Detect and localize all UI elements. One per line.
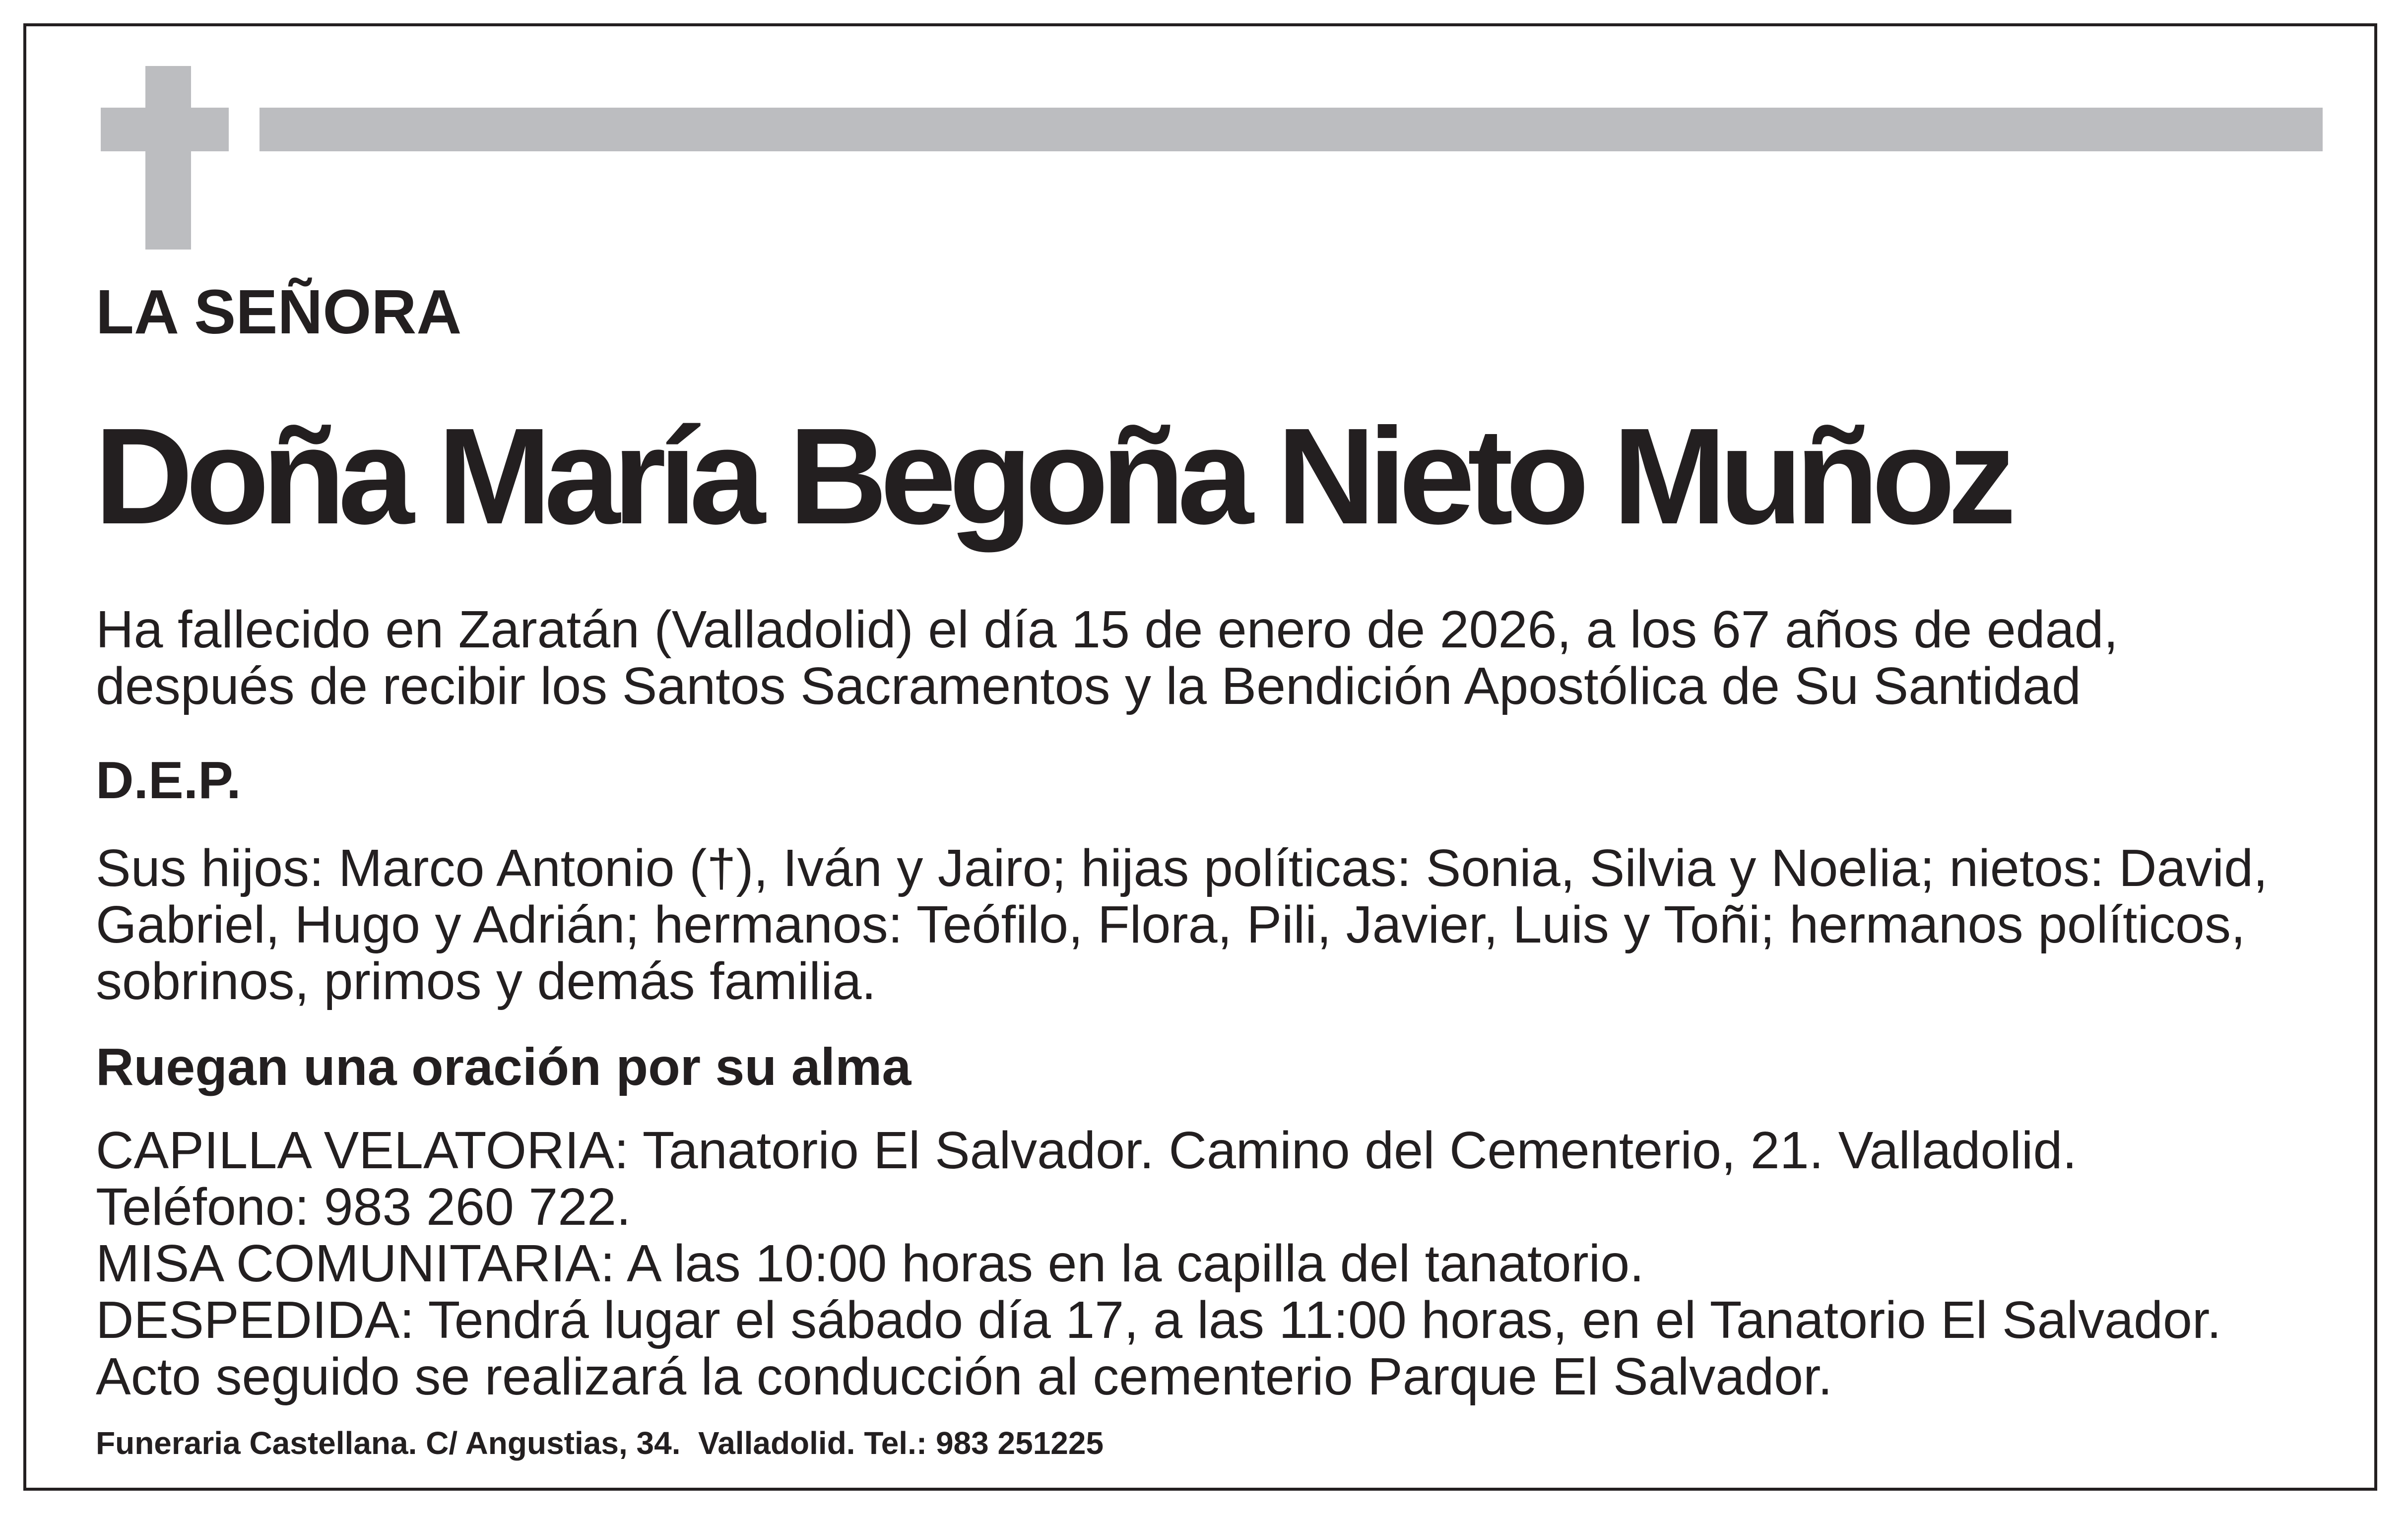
arrangements-line: CAPILLA VELATORIA: Tanatorio El Salvador. Camino del Cementerio, 21. Valladolid. — [96, 1121, 2077, 1180]
rip-label: D.E.P. — [96, 751, 241, 810]
arrangements-line: MISA COMUNITARIA: A las 10:00 horas en la capilla del tanatorio. — [96, 1234, 1644, 1293]
header-bar — [260, 108, 2323, 151]
cross-icon-arm — [101, 108, 229, 151]
death-notice-line: después de recibir los Santos Sacramentos y la Bendición Apostólica de Su Santidad — [96, 657, 2081, 715]
arrangements-line: Acto seguido se realizará la conducción al cementerio Parque El Salvador. — [96, 1347, 1833, 1406]
family-line: sobrinos, primos y demás familia. — [96, 952, 876, 1010]
family-line: Sus hijos: Marco Antonio (†), Iván y Jairo; hijas políticas: Sonia, Silvia y Noelia; nietos: David, — [96, 839, 2268, 897]
death-notice-line: Ha fallecido en Zaratán (Valladolid) el día 15 de enero de 2026, a los 67 años de edad, — [96, 600, 2118, 659]
funeral-home-info: Funeraria Castellana. C/ Angustias, 34. Valladolid. Tel.: 983 251225 — [96, 1425, 1104, 1461]
family-text — [96, 840, 2268, 1010]
arrangements-line: Teléfono: 983 260 722. — [96, 1178, 631, 1236]
arrangements-text — [96, 1122, 2221, 1405]
death-notice-text — [96, 601, 2118, 714]
arrangements-line: DESPEDIDA: Tendrá lugar el sábado día 17, a las 11:00 horas, en el Tanatorio El Salvador. — [96, 1291, 2221, 1349]
honorific-title: LA SEÑORA — [96, 277, 462, 347]
family-line: Gabriel, Hugo y Adrián; hermanos: Teófilo, Flora, Pili, Javier, Luis y Toñi; hermanos políticos, — [96, 895, 2246, 954]
prayer-request: Ruegan una oración por su alma — [96, 1038, 911, 1096]
cross-icon — [145, 66, 191, 250]
deceased-name: Doña María Begoña Nieto Muñoz — [94, 400, 2009, 553]
